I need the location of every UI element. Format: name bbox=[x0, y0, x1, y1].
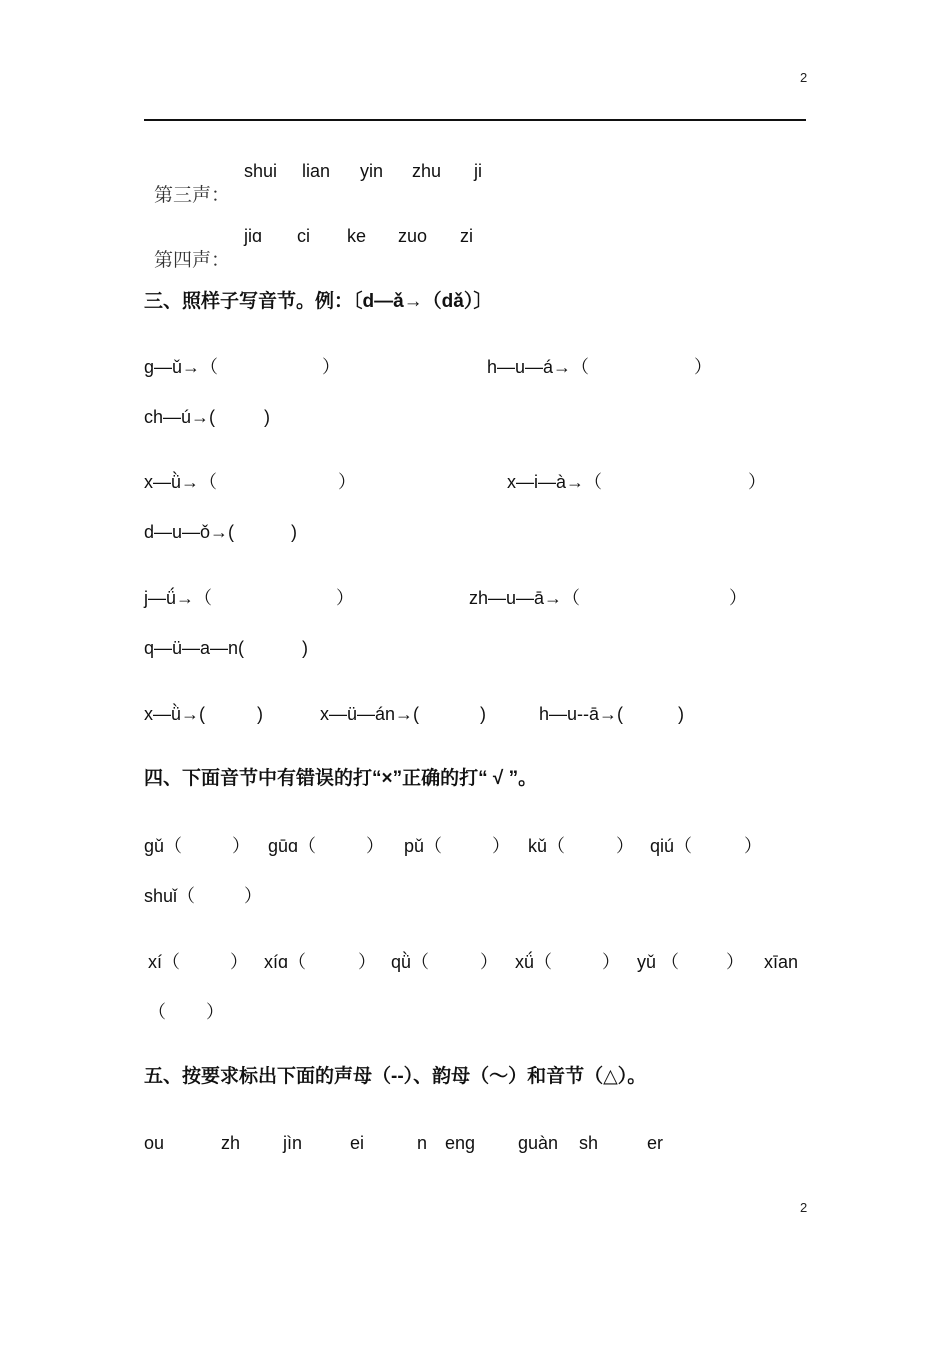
exercise-item: h—u--ā→( bbox=[539, 704, 624, 724]
page-number-top: 2 bbox=[800, 70, 808, 85]
exercise-item: d—u—ǒ→( bbox=[144, 522, 235, 542]
exercise-item: h—u—á→（ bbox=[487, 357, 590, 377]
mark-item: n bbox=[417, 1133, 428, 1153]
syllable: shui bbox=[244, 161, 278, 181]
check-row bbox=[144, 884, 262, 956]
syllable: zhu bbox=[412, 161, 442, 181]
check-item: shuǐ（ bbox=[144, 886, 196, 906]
answer-bracket: ) bbox=[302, 638, 308, 658]
answer-bracket: ） bbox=[230, 952, 248, 972]
check-item: kǔ（ bbox=[528, 836, 566, 856]
exercise-row bbox=[144, 520, 297, 592]
exercise-item: x—i—à→（ bbox=[507, 472, 603, 492]
section-4-title: 四、下面音节中有错误的打“×”正确的打“ √ ”。 bbox=[144, 768, 538, 789]
mark-item: eng bbox=[445, 1133, 476, 1153]
page-number-bottom: 2 bbox=[800, 1200, 808, 1215]
answer-bracket: ) bbox=[264, 407, 270, 427]
fourth-tone-label: 第四声： bbox=[154, 249, 231, 271]
exercise-item: x—ǜ→（ bbox=[144, 472, 218, 492]
check-item: xǘ（ bbox=[515, 952, 553, 972]
check-item: xí（ bbox=[148, 952, 181, 972]
syllable: zi bbox=[460, 226, 473, 246]
header-rule bbox=[144, 119, 806, 121]
check-item: yǔ （ bbox=[637, 952, 680, 972]
syllable: jiɑ bbox=[244, 226, 263, 246]
section-5-title: 五、按要求标出下面的声母（--）、韵母（～）和音节（△）。 bbox=[144, 1066, 647, 1087]
answer-bracket: ) bbox=[257, 704, 263, 724]
mark-item: zh bbox=[221, 1133, 241, 1153]
exercise-item: g—ǔ→（ bbox=[144, 357, 219, 377]
third-tone-label: 第三声： bbox=[154, 184, 231, 206]
syllable: ci bbox=[297, 226, 310, 246]
check-item: qiú（ bbox=[650, 836, 693, 856]
check-item: xīan bbox=[764, 952, 799, 972]
syllable: ji bbox=[474, 161, 482, 181]
syllable: yin bbox=[360, 161, 384, 181]
check-item: pǔ（ bbox=[404, 836, 443, 856]
answer-bracket: ） bbox=[480, 952, 498, 972]
check-item: xíɑ（ bbox=[264, 952, 307, 972]
exercise-row bbox=[144, 405, 270, 477]
answer-bracket: ） bbox=[602, 952, 620, 972]
answer-bracket: ) bbox=[678, 704, 684, 724]
check-item: qǜ（ bbox=[391, 952, 430, 972]
exercise-row bbox=[144, 636, 308, 708]
mark-item: guàn bbox=[518, 1133, 559, 1153]
answer-bracket: ) bbox=[291, 522, 297, 542]
answer-bracket: ） bbox=[726, 952, 744, 972]
answer-bracket: ） bbox=[232, 836, 250, 856]
check-item: gǔ（ bbox=[144, 836, 183, 856]
check-item: gūɑ（ bbox=[268, 836, 317, 856]
answer-bracket: ） bbox=[336, 588, 354, 608]
answer-bracket: ） bbox=[366, 836, 384, 856]
answer-bracket: ） bbox=[748, 472, 766, 492]
mark-item: sh bbox=[579, 1133, 599, 1153]
answer-bracket: ） bbox=[322, 357, 340, 377]
exercise-item: ch—ú→( bbox=[144, 407, 216, 427]
mark-item: er bbox=[647, 1133, 664, 1153]
syllable: lian bbox=[302, 161, 331, 181]
mark-row bbox=[144, 1131, 806, 1371]
answer-bracket: （ bbox=[148, 1002, 166, 1022]
syllable: ke bbox=[347, 226, 367, 246]
mark-item: ei bbox=[350, 1133, 365, 1153]
exercise-item: q—ü—a—n( bbox=[144, 638, 245, 658]
exercise-row bbox=[144, 355, 806, 475]
answer-bracket: ） bbox=[358, 952, 376, 972]
syllable: zuo bbox=[398, 226, 428, 246]
answer-bracket: ） bbox=[744, 836, 762, 856]
mark-item: jìn bbox=[283, 1133, 303, 1153]
mark-item: ou bbox=[144, 1133, 165, 1153]
answer-bracket: ) bbox=[480, 704, 486, 724]
answer-bracket: ） bbox=[729, 588, 747, 608]
answer-bracket: ） bbox=[206, 1002, 224, 1022]
answer-bracket: ） bbox=[492, 836, 510, 856]
answer-bracket: ） bbox=[616, 836, 634, 856]
exercise-item: x—ǜ→( bbox=[144, 704, 206, 724]
answer-bracket: ） bbox=[338, 472, 356, 492]
exercise-row bbox=[144, 470, 806, 590]
exercise-item: x—ü—án→( bbox=[320, 704, 420, 724]
exercise-item: zh—u—ā→（ bbox=[469, 588, 581, 608]
section-3-title: 三、照样子写音节。例：〔d—ǎ→（dǎ）〕 bbox=[144, 291, 493, 312]
check-row bbox=[144, 1000, 224, 1072]
answer-bracket: ） bbox=[244, 886, 262, 906]
exercise-item: j—ǘ→（ bbox=[144, 588, 213, 608]
answer-bracket: ） bbox=[694, 357, 712, 377]
